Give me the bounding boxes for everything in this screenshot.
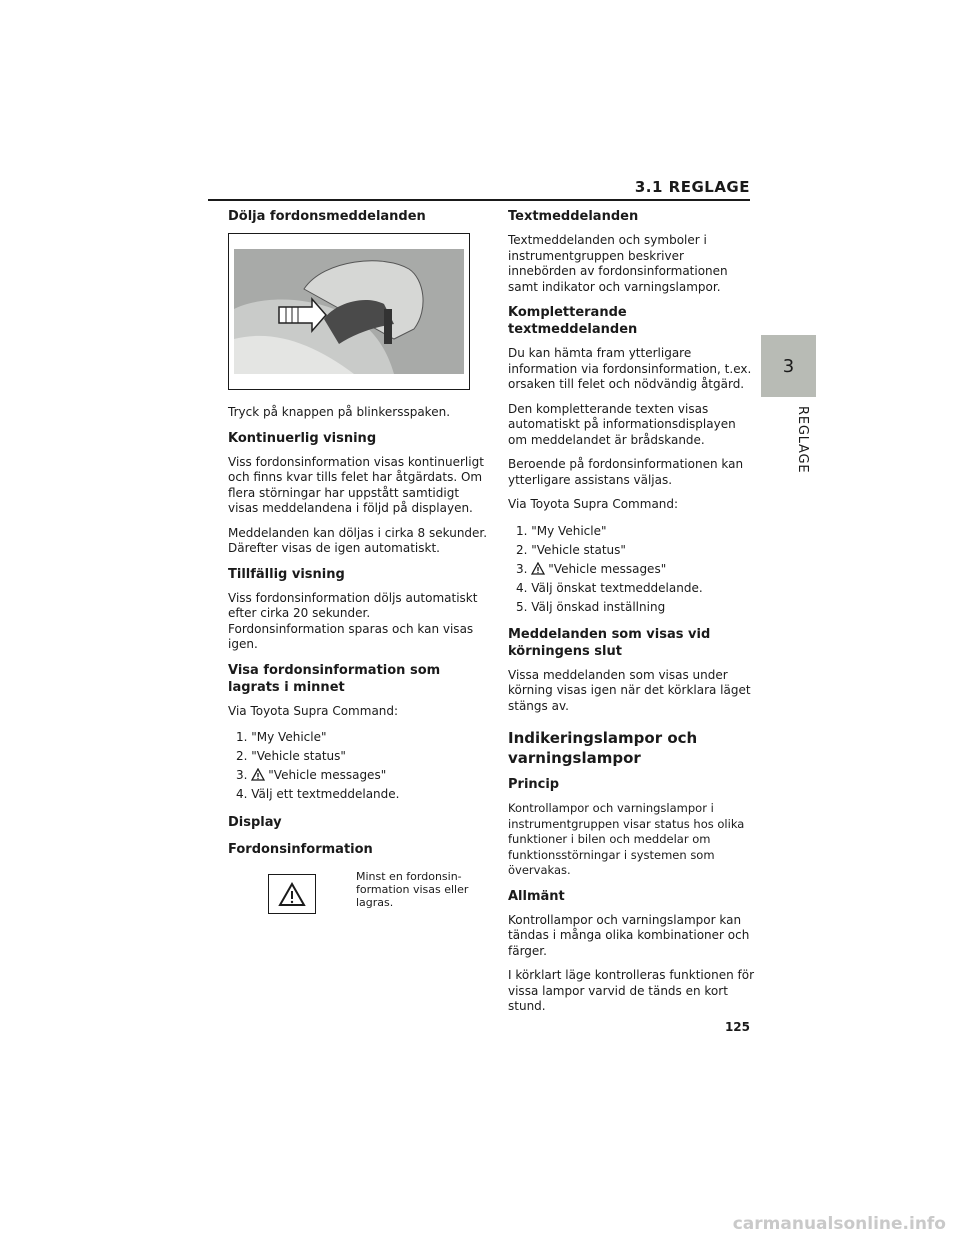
list-item: 2. "Vehicle status" [516,542,626,557]
para-principle: Kontrollampor och varningslampor i instrumentgruppen visar status hos olika funktioner i bilen och meddelar om funktionsstörningar i systemen som övervakas. [508,801,745,877]
list-item [508,560,754,579]
step-prefix: 3. [516,561,532,576]
para-via-left: Via Toyota Supra Command: [228,703,399,718]
heading-stored: Visa fordonsinformation som lagrats i minnet [228,662,441,695]
warning-icon [531,562,545,575]
steps-right [508,522,754,617]
warning-symbol-box [268,874,316,914]
heading-end-of-drive: Meddelanden som visas vid körningens slut [508,626,711,659]
heading-display: Display [228,815,282,830]
para-continuous: Viss fordonsinformation visas kontinuerligt och finns kvar tills felet har åtgärdats. Om flera störningar har uppstått samtidigt visas meddelandena i följd på displayen. [228,454,484,515]
para-hide: Meddelanden kan döljas i cirka 8 sekunder. Därefter visas de igen automatiskt. [228,525,488,555]
step-text: "Vehicle messages" [268,768,387,782]
para-temporary: Viss fordonsinformation döljs automatiskt efter cirka 20 sekunder. Fordonsinformation sparas och kan visas igen. [228,590,478,651]
heading-lamps: Indikeringslampor och varningslampor [508,729,698,767]
step-prefix: 3. [236,768,252,782]
list-item: 2. "Vehicle status" [236,749,346,763]
page-number: 125 [724,1020,750,1034]
header-rule [208,199,750,201]
heading-vehicle-info: Fordonsinformation [228,842,373,857]
list-item: 1. "My Vehicle" [516,523,607,538]
watermark: carmanualsonline.info [732,1214,946,1234]
list-item: 4. Välj ett textmeddelande. [236,787,400,801]
warning-legend-text: Minst en fordonsin-formation visas eller lagras. [356,870,469,909]
step-text: "Vehicle messages" [548,561,667,576]
stalk-illustration [228,233,470,390]
list-item: 1. "My Vehicle" [236,730,327,744]
list-item: 5. Välj önskad inställning [516,599,666,614]
heading-general: Allmänt [508,888,565,904]
para-supp-2: Den kompletterande texten visas automatiskt på informationsdisplayen om meddelandet är brådskande. [508,401,736,447]
heading-principle: Princip [508,777,560,792]
heading-text-messages: Textmeddelanden [508,209,639,224]
warning-legend [228,870,488,914]
heading-continuous: Kontinuerlig visning [228,430,377,446]
list-item: 4. Välj önskat textmeddelande. [516,580,703,595]
right-column [508,208,754,1024]
heading-hide-messages: Dölja fordonsmeddelanden [228,209,426,224]
heading-temporary: Tillfällig visning [228,566,345,582]
chapter-number: 3 [782,355,795,377]
para-via-right: Via Toyota Supra Command: [508,497,679,511]
para-text-messages: Textmeddelanden och symboler i instrumentgruppen beskriver innebörden av fordonsinformationen samt indikator och varningslampor. [508,233,728,294]
para-general-1: Kontrollampor och varningslampor kan tändas i många olika kombinationer och färger. [508,912,750,958]
list-item [228,766,488,785]
principle-block [508,801,754,879]
warning-icon [251,768,265,781]
steps-left [228,728,488,804]
figure-caption: Tryck på knappen på blinkersspaken. [228,405,451,419]
heading-supplementary: Kompletterande textmeddelanden [508,305,638,337]
section-header: 3.1 REGLAGE [634,178,750,196]
para-end-of-drive: Vissa meddelanden som visas under körning visas igen när det körklara läget stängs av. [508,667,751,713]
para-supp-3: Beroende på fordonsinformationen kan ytterligare assistans väljas. [508,457,744,487]
chapter-label: REGLAGE [795,406,810,474]
warning-icon [278,882,306,907]
chapter-tab [761,335,816,397]
left-column [228,208,488,914]
para-supp-1: Du kan hämta fram ytterligare information via fordonsinformation, t.ex. orsaken till felet och nödvändig åtgärd. [508,346,752,391]
para-general-2: I körklart läge kontrolleras funktionen för vissa lampor varvid de tänds en kort stund. [508,968,755,1013]
